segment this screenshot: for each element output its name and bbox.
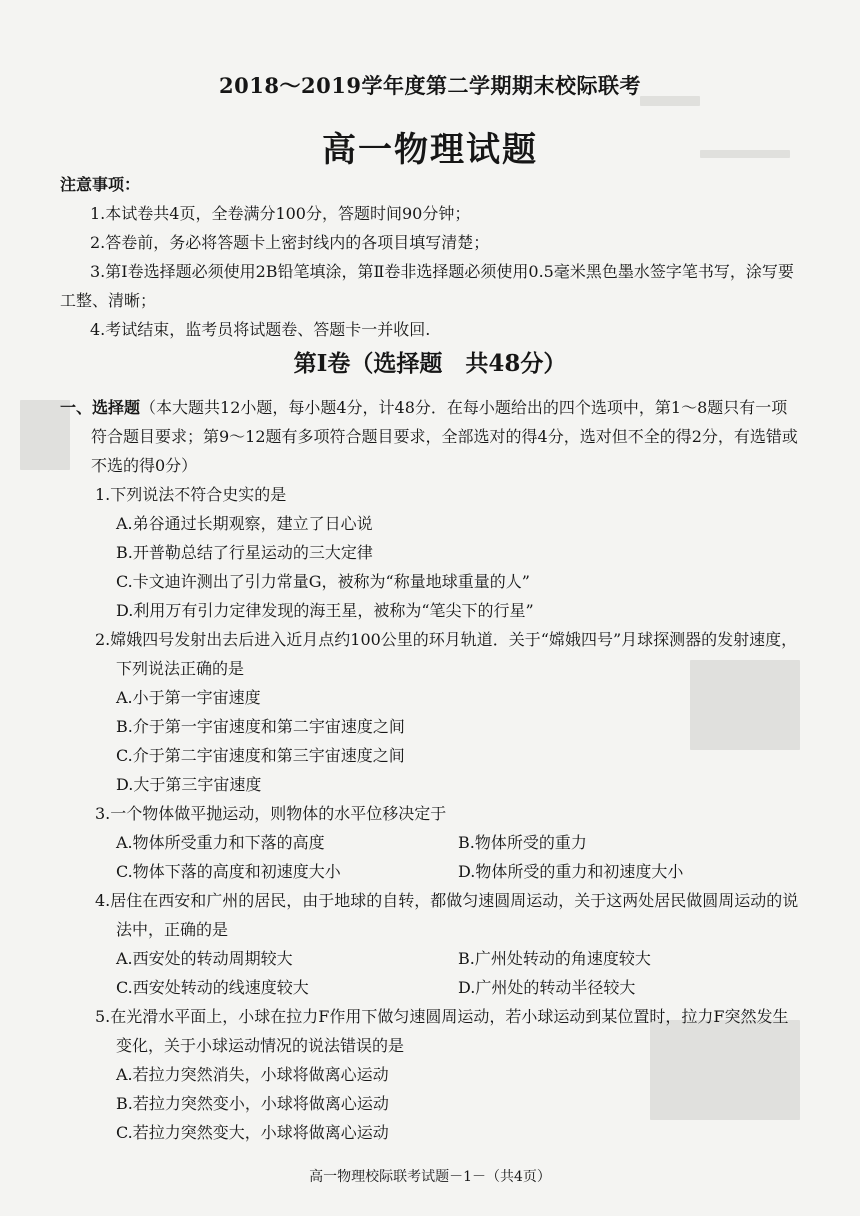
question-5 xyxy=(60,1002,800,1147)
question-option: C.介于第二宇宙速度和第三宇宙速度之间 xyxy=(116,746,405,765)
question-stem: 1.下列说法不符合史实的是 xyxy=(95,485,287,504)
question-option: B.物体所受的重力 xyxy=(458,833,587,852)
question-option: B.广州处转动的角速度较大 xyxy=(458,949,651,968)
section-intro xyxy=(60,393,800,480)
question-stem: 4.居住在西安和广州的居民，由于地球的自转，都做匀速圆周运动，关于这两处居民做圆周运动的说法中，正确的是 xyxy=(95,891,799,939)
note-item: 3.第Ⅰ卷选择题必须使用2B铅笔填涂，第Ⅱ卷非选择题必须使用0.5毫米黑色墨水签字笔书写，涂写要工整、清晰； xyxy=(60,262,794,310)
exam-header: 2018～2019学年度第二学期期末校际联考 xyxy=(219,73,641,98)
volume-title: 第Ⅰ卷（选择题 共48分） xyxy=(293,350,567,377)
note-item: 1.本试卷共4页，全卷满分100分，答题时间90分钟； xyxy=(90,204,471,223)
exam-subject-title: 高一物理试题 xyxy=(322,130,538,170)
question-option: B.若拉力突然变小，小球将做离心运动 xyxy=(116,1094,389,1113)
question-option: D.大于第三宇宙速度 xyxy=(116,775,262,794)
question-option: B.开普勒总结了行星运动的三大定律 xyxy=(116,543,373,562)
question-2 xyxy=(60,625,800,799)
notes-heading: 注意事项： xyxy=(60,175,141,194)
question-option: A.弟谷通过长期观察，建立了日心说 xyxy=(116,514,373,533)
question-option: B.介于第一宇宙速度和第二宇宙速度之间 xyxy=(116,717,405,736)
note-item: 2.答卷前，务必将答题卡上密封线内的各项目填写清楚； xyxy=(90,233,490,252)
question-option: A.西安处的转动周期较大 xyxy=(116,949,293,968)
question-option: C.物体下落的高度和初速度大小 xyxy=(116,862,341,881)
question-option: D.广州处的转动半径较大 xyxy=(458,978,636,997)
question-stem: 5.在光滑水平面上，小球在拉力F作用下做匀速圆周运动，若小球运动到某位置时，拉力F突然发生变化，关于小球运动情况的说法错误的是 xyxy=(95,1007,789,1055)
section-name: 一、选择题 xyxy=(60,398,141,417)
question-option: D.物体所受的重力和初速度大小 xyxy=(458,862,684,881)
page-footer: 高一物理校际联考试题－1－（共4页） xyxy=(309,1169,551,1185)
question-option: C.若拉力突然变大，小球将做离心运动 xyxy=(116,1123,389,1142)
question-3 xyxy=(60,799,800,886)
notes-block xyxy=(60,170,800,344)
question-stem: 3.一个物体做平抛运动，则物体的水平位移决定于 xyxy=(95,804,447,823)
question-stem: 2.嫦娥四号发射出去后进入近月点约100公里的环月轨道．关于“嫦娥四号”月球探测器的发射速度，下列说法正确的是 xyxy=(95,630,798,678)
note-item: 4.考试结束，监考员将试题卷、答题卡一并收回. xyxy=(90,320,431,339)
question-option: D.利用万有引力定律发现的海王星，被称为“笔尖下的行星” xyxy=(116,601,534,620)
question-option: C.西安处转动的线速度较大 xyxy=(116,978,309,997)
question-1 xyxy=(60,480,800,625)
question-option: A.小于第一宇宙速度 xyxy=(116,688,261,707)
section-description: （本大题共12小题，每小题4分，计48分．在每小题给出的四个选项中，第1～8题只有一项符合题目要求；第9～12题有多项符合题目要求，全部选对的得4分，选对但不全的得2分，有选错或不选的得0分） xyxy=(91,398,798,475)
question-option: C.卡文迪许测出了引力常量G，被称为“称量地球重量的人” xyxy=(116,572,530,591)
question-4 xyxy=(60,886,800,1002)
question-list xyxy=(60,480,800,1147)
question-option: A.若拉力突然消失，小球将做离心运动 xyxy=(116,1065,389,1084)
question-option: A.物体所受重力和下落的高度 xyxy=(116,833,325,852)
